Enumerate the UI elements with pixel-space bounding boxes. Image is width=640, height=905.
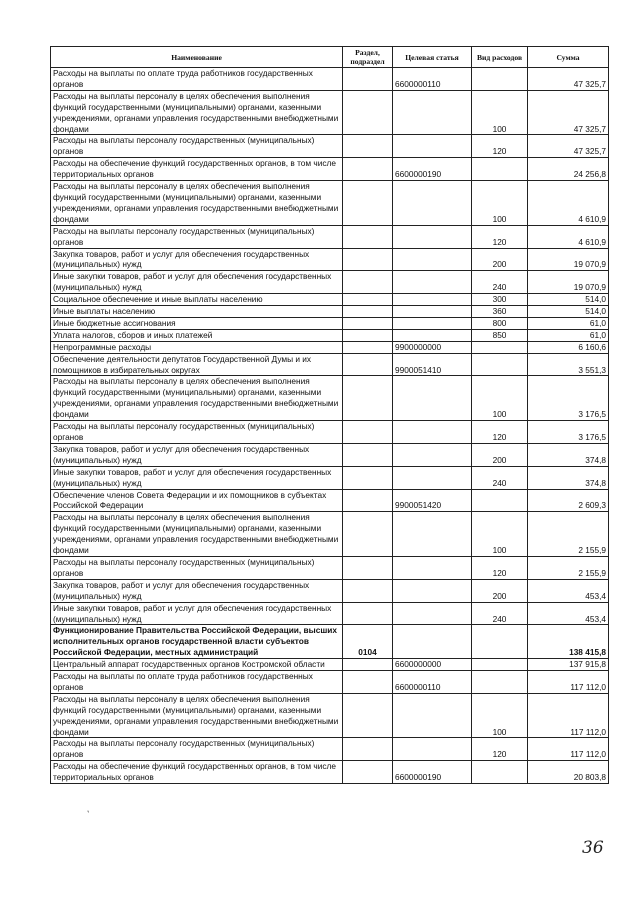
row-name-cell: Расходы на обеспечение функций государственных органов, в том числе территориальных органов	[51, 761, 343, 784]
table-row	[51, 341, 609, 353]
row-name-cell: Расходы на обеспечение функций государственных органов, в том числе территориальных органов	[51, 158, 343, 181]
row-sum-cell: 514,0	[528, 294, 609, 306]
row-sum-cell: 47 325,7	[528, 135, 609, 158]
table-row	[51, 306, 609, 318]
row-section-cell	[343, 306, 393, 318]
row-type-cell: 240	[472, 271, 528, 294]
row-section-cell	[343, 68, 393, 91]
row-sum-cell: 19 070,9	[528, 248, 609, 271]
row-target-cell	[393, 306, 472, 318]
row-target-cell	[393, 135, 472, 158]
header-sum: Сумма	[528, 47, 609, 68]
row-target-cell	[393, 376, 472, 421]
row-target-cell: 9900051410	[393, 353, 472, 376]
row-name-cell: Иные выплаты населению	[51, 306, 343, 318]
row-sum-cell: 453,4	[528, 602, 609, 625]
row-sum-cell: 4 610,9	[528, 225, 609, 248]
row-section-cell	[343, 489, 393, 512]
row-target-cell: 6600000190	[393, 761, 472, 784]
row-name-cell: Расходы на выплаты персоналу государственных (муниципальных) органов	[51, 556, 343, 579]
row-sum-cell: 514,0	[528, 306, 609, 318]
row-sum-cell: 19 070,9	[528, 271, 609, 294]
table-row	[51, 248, 609, 271]
table-row	[51, 68, 609, 91]
row-target-cell: 6600000110	[393, 68, 472, 91]
row-target-cell	[393, 225, 472, 248]
row-target-cell	[393, 579, 472, 602]
row-type-cell	[472, 659, 528, 671]
row-section-cell	[343, 135, 393, 158]
row-name-cell: Центральный аппарат государственных органов Костромской области	[51, 659, 343, 671]
row-name-cell: Расходы на выплаты персоналу государственных (муниципальных) органов	[51, 421, 343, 444]
row-section-cell	[343, 341, 393, 353]
row-type-cell	[472, 625, 528, 659]
budget-table	[50, 46, 609, 784]
row-type-cell: 120	[472, 556, 528, 579]
row-target-cell	[393, 317, 472, 329]
row-type-cell: 200	[472, 248, 528, 271]
row-sum-cell: 2 155,9	[528, 512, 609, 557]
row-target-cell: 6600000110	[393, 671, 472, 694]
row-name-cell: Расходы на выплаты персоналу в целях обеспечения выполнения функций государственными (муниципальными) органами, казенными учреждениями, органами управления государственными внебюджетными фондами	[51, 90, 343, 135]
table-row	[51, 693, 609, 738]
row-type-cell	[472, 68, 528, 91]
row-name-cell: Расходы на выплаты персоналу государственных (муниципальных) органов	[51, 225, 343, 248]
row-name-cell: Социальное обеспечение и иные выплаты населению	[51, 294, 343, 306]
row-target-cell: 9900000000	[393, 341, 472, 353]
row-type-cell	[472, 489, 528, 512]
row-type-cell	[472, 671, 528, 694]
row-name-cell: Закупка товаров, работ и услуг для обеспечения государственных (муниципальных) нужд	[51, 248, 343, 271]
table-row	[51, 271, 609, 294]
row-sum-cell: 47 325,7	[528, 68, 609, 91]
row-target-cell	[393, 294, 472, 306]
table-row	[51, 181, 609, 226]
row-target-cell	[393, 329, 472, 341]
row-target-cell	[393, 248, 472, 271]
row-type-cell	[472, 353, 528, 376]
row-section-cell	[343, 512, 393, 557]
row-name-cell: Иные закупки товаров, работ и услуг для обеспечения государственных (муниципальных) нужд	[51, 466, 343, 489]
row-sum-cell: 24 256,8	[528, 158, 609, 181]
row-name-cell: Расходы на выплаты по оплате труда работников государственных органов	[51, 671, 343, 694]
row-section-cell: 0104	[343, 625, 393, 659]
row-sum-cell: 138 415,8	[528, 625, 609, 659]
pen-mark: ʼ	[86, 808, 92, 820]
header-type: Вид расходов	[472, 47, 528, 68]
row-type-cell: 240	[472, 602, 528, 625]
row-sum-cell: 20 803,8	[528, 761, 609, 784]
table-row	[51, 294, 609, 306]
document-page	[50, 46, 608, 784]
table-row	[51, 556, 609, 579]
row-section-cell	[343, 659, 393, 671]
row-name-cell: Расходы на выплаты персоналу в целях обеспечения выполнения функций государственными (муниципальными) органами, казенными учреждениями, органами управления государственными внебюджетными фондами	[51, 693, 343, 738]
row-target-cell: 6600000190	[393, 158, 472, 181]
row-type-cell: 200	[472, 579, 528, 602]
row-sum-cell: 2 155,9	[528, 556, 609, 579]
row-name-cell: Уплата налогов, сборов и иных платежей	[51, 329, 343, 341]
row-name-cell: Иные закупки товаров, работ и услуг для обеспечения государственных (муниципальных) нужд	[51, 271, 343, 294]
row-section-cell	[343, 556, 393, 579]
table-row	[51, 421, 609, 444]
row-name-cell: Расходы на выплаты персоналу в целях обеспечения выполнения функций государственными (муниципальными) органами, казенными учреждениями, органами управления государственными внебюджетными фондами	[51, 376, 343, 421]
row-section-cell	[343, 181, 393, 226]
row-sum-cell: 3 176,5	[528, 421, 609, 444]
row-sum-cell: 137 915,8	[528, 659, 609, 671]
row-target-cell	[393, 556, 472, 579]
table-row	[51, 602, 609, 625]
row-type-cell	[472, 761, 528, 784]
table-row	[51, 512, 609, 557]
row-target-cell	[393, 181, 472, 226]
row-section-cell	[343, 761, 393, 784]
row-name-cell: Функционирование Правительства Российской Федерации, высших исполнительных органов государственной власти субъектов Российской Федерации, местных администраций	[51, 625, 343, 659]
row-section-cell	[343, 443, 393, 466]
row-name-cell: Закупка товаров, работ и услуг для обеспечения государственных (муниципальных) нужд	[51, 443, 343, 466]
table-row	[51, 90, 609, 135]
row-type-cell: 100	[472, 693, 528, 738]
row-name-cell: Расходы на выплаты по оплате труда работников государственных органов	[51, 68, 343, 91]
table-row	[51, 625, 609, 659]
row-target-cell	[393, 466, 472, 489]
row-section-cell	[343, 421, 393, 444]
header-target: Целевая статья	[393, 47, 472, 68]
row-type-cell: 120	[472, 738, 528, 761]
row-section-cell	[343, 248, 393, 271]
row-sum-cell: 2 609,3	[528, 489, 609, 512]
row-target-cell	[393, 602, 472, 625]
row-sum-cell: 374,8	[528, 466, 609, 489]
table-row	[51, 135, 609, 158]
row-target-cell: 9900051420	[393, 489, 472, 512]
header-section: Раздел, подраздел	[343, 47, 393, 68]
table-row	[51, 671, 609, 694]
page-number: 36	[582, 838, 604, 858]
table-row	[51, 225, 609, 248]
row-type-cell: 100	[472, 376, 528, 421]
row-type-cell: 800	[472, 317, 528, 329]
row-section-cell	[343, 294, 393, 306]
table-row	[51, 738, 609, 761]
table-row	[51, 489, 609, 512]
row-sum-cell: 61,0	[528, 329, 609, 341]
row-section-cell	[343, 225, 393, 248]
row-name-cell: Иные закупки товаров, работ и услуг для обеспечения государственных (муниципальных) нужд	[51, 602, 343, 625]
table-row	[51, 376, 609, 421]
table-body	[51, 68, 609, 784]
row-name-cell: Закупка товаров, работ и услуг для обеспечения государственных (муниципальных) нужд	[51, 579, 343, 602]
row-section-cell	[343, 90, 393, 135]
header-name: Наименование	[51, 47, 343, 68]
row-sum-cell: 47 325,7	[528, 90, 609, 135]
row-sum-cell: 4 610,9	[528, 181, 609, 226]
row-section-cell	[343, 376, 393, 421]
row-sum-cell: 3 551,3	[528, 353, 609, 376]
row-type-cell: 300	[472, 294, 528, 306]
table-header-row	[51, 47, 609, 68]
row-type-cell: 100	[472, 181, 528, 226]
row-section-cell	[343, 329, 393, 341]
row-section-cell	[343, 693, 393, 738]
row-sum-cell: 61,0	[528, 317, 609, 329]
row-section-cell	[343, 671, 393, 694]
row-type-cell: 120	[472, 225, 528, 248]
row-target-cell	[393, 693, 472, 738]
row-type-cell: 240	[472, 466, 528, 489]
table-row	[51, 466, 609, 489]
row-section-cell	[343, 158, 393, 181]
row-section-cell	[343, 579, 393, 602]
row-sum-cell: 3 176,5	[528, 376, 609, 421]
table-row	[51, 353, 609, 376]
table-row	[51, 317, 609, 329]
row-name-cell: Обеспечение деятельности депутатов Государственной Думы и их помощников в избирательных округах	[51, 353, 343, 376]
row-target-cell	[393, 738, 472, 761]
row-type-cell: 120	[472, 135, 528, 158]
row-sum-cell: 6 160,6	[528, 341, 609, 353]
row-type-cell: 100	[472, 512, 528, 557]
row-sum-cell: 453,4	[528, 579, 609, 602]
row-name-cell: Расходы на выплаты персоналу в целях обеспечения выполнения функций государственными (муниципальными) органами, казенными учреждениями, органами управления государственными внебюджетными фондами	[51, 181, 343, 226]
row-target-cell: 6600000000	[393, 659, 472, 671]
row-section-cell	[343, 602, 393, 625]
row-section-cell	[343, 738, 393, 761]
row-name-cell: Иные бюджетные ассигнования	[51, 317, 343, 329]
row-name-cell: Расходы на выплаты персоналу в целях обеспечения выполнения функций государственными (муниципальными) органами, казенными учреждениями, органами управления государственными внебюджетными фондами	[51, 512, 343, 557]
table-row	[51, 329, 609, 341]
row-name-cell: Расходы на выплаты персоналу государственных (муниципальных) органов	[51, 135, 343, 158]
row-sum-cell: 117 112,0	[528, 693, 609, 738]
row-target-cell	[393, 90, 472, 135]
row-section-cell	[343, 271, 393, 294]
row-target-cell	[393, 625, 472, 659]
row-name-cell: Обеспечение членов Совета Федерации и их помощников в субъектах Российской Федерации	[51, 489, 343, 512]
row-section-cell	[343, 353, 393, 376]
row-type-cell: 100	[472, 90, 528, 135]
row-name-cell: Расходы на выплаты персоналу государственных (муниципальных) органов	[51, 738, 343, 761]
row-type-cell: 850	[472, 329, 528, 341]
table-row	[51, 761, 609, 784]
row-section-cell	[343, 466, 393, 489]
row-sum-cell: 374,8	[528, 443, 609, 466]
row-target-cell	[393, 421, 472, 444]
row-target-cell	[393, 512, 472, 557]
row-type-cell: 200	[472, 443, 528, 466]
table-row	[51, 443, 609, 466]
row-type-cell	[472, 158, 528, 181]
row-target-cell	[393, 443, 472, 466]
row-target-cell	[393, 271, 472, 294]
row-sum-cell: 117 112,0	[528, 738, 609, 761]
row-section-cell	[343, 317, 393, 329]
table-row	[51, 158, 609, 181]
table-row	[51, 659, 609, 671]
row-sum-cell: 117 112,0	[528, 671, 609, 694]
row-type-cell: 120	[472, 421, 528, 444]
row-type-cell	[472, 341, 528, 353]
row-type-cell: 360	[472, 306, 528, 318]
row-name-cell: Непрограммные расходы	[51, 341, 343, 353]
table-row	[51, 579, 609, 602]
